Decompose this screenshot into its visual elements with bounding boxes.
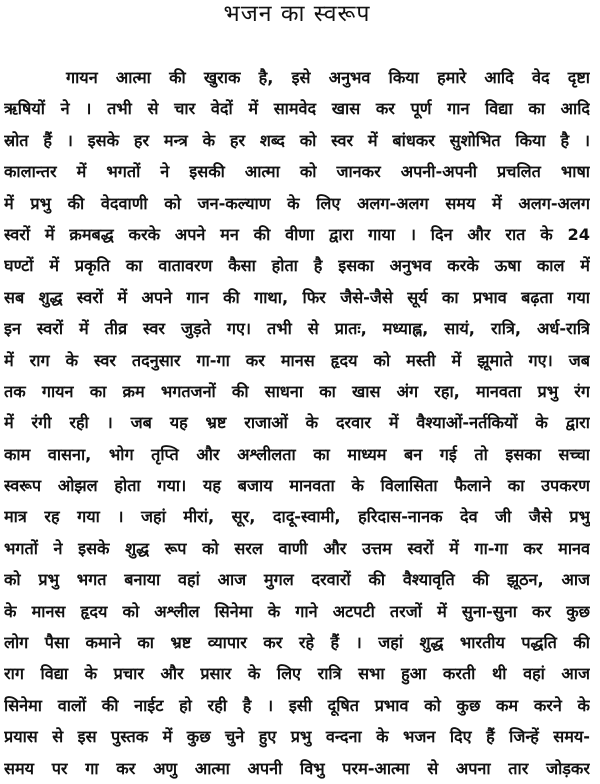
text-line-7: घण्टों में प्रकृति का वातावरण कैसा होता है इसका अनुभव करके ऊषा काल में (4, 256, 590, 276)
text-line-9: इन स्वरों में तीव्र स्वर जुड़ते गए। तभी से प्रातः, मध्याह्न, सायं, रात्रि, अर्ध-रात्रि (4, 319, 590, 339)
body-paragraph (4, 62, 590, 784)
text-line-21: सिनेमा वालों की नाईट हो रही है । इसी दूषित प्रभाव को कुछ कम करने के (4, 695, 590, 715)
text-line-12: में रंगी रही । जब यह भ्रष्ट राजाओं के दरवार में वैश्याओं-नर्तकियों के द्वारा (4, 413, 590, 433)
text-line-14: स्वरूप ओझल होता गया। यह बजाय मानवता के विलासिता फैलाने का उपकरण (4, 476, 590, 496)
text-line-17: को प्रभु भगत बनाया वहां आज मुगल दरवारों की वैश्यावृति की झूठन, आज (4, 570, 590, 590)
text-line-4: कालान्तर में भगतों ने इसकी आत्मा को जानकर अपनी-अपनी प्रचलित भाषा (4, 162, 590, 182)
text-line-6: स्वरों में क्रमबद्ध करके अपने मन की वीणा द्वारा गाया । दिन और रात के 24 (4, 224, 590, 244)
text-line-22: प्रयास से इस पुस्तक में कुछ चुने हुए प्रभु वन्दना के भजन दिए हैं जिन्हें समय- (4, 727, 590, 747)
text-line-2: ऋषियों ने । तभी से चार वेदों में सामवेद खास कर पूर्ण गान विद्या का आदि (4, 99, 590, 119)
text-line-10: में राग के स्वर तदनुसार गा-गा कर मानस हृदय को मस्ती में झूमाते गए। जब (4, 350, 590, 370)
text-line-20: राग विद्या के प्रचार और प्रसार के लिए रात्रि सभा हुआ करती थी वहां आज (4, 664, 590, 684)
text-line-19: लोग पैसा कमाने का भ्रष्ट व्यापार कर रहे हैं । जहां शुद्ध भारतीय पद्धति की (4, 633, 590, 653)
text-line-11: तक गायन का क्रम भगतजनों की साधना का खास अंग रहा, मानवता प्रभु रंग (4, 381, 590, 401)
text-line-5: में प्रभु की वेदवाणी को जन-कल्याण के लिए अलग-अलग समय में अलग-अलग (4, 193, 590, 213)
text-line-3: स्रोत हैं । इसके हर मन्त्र के हर शब्द को स्वर में बांधकर सुशोभित किया है । (4, 130, 590, 150)
text-line-16: भगतों ने इसके शुद्ध रूप को सरल वाणी और उत्तम स्वरों में गा-गा कर मानव (4, 538, 590, 558)
text-line-8: सब शुद्ध स्वरों में अपने गान की गाथा, फिर जैसे-जैसे सूर्य का प्रभाव बढ़ता गया (4, 287, 590, 307)
text-line-1: गायन आत्मा की खुराक है, इसे अनुभव किया हमारे आदि वेद दृष्टा (66, 68, 590, 87)
text-line-23: समय पर गा कर अणु आत्मा अपनी विभु परम-आत्मा से अपना तार जोड़कर (4, 758, 590, 778)
text-line-18: के मानस हृदय को अश्लील सिनेमा के गाने अटपटी तरजों में सुना-सुना कर कुछ (4, 601, 590, 621)
text-line-15: मात्र रह गया । जहां मीरां, सूर, दादू-स्वामी, हरिदास-नानक देव जी जैसे प्रभु (4, 507, 590, 527)
page-title: भजन का स्वरूप (223, 1, 371, 27)
text-line-13: काम वासना, भोग तृप्ति और अश्लीलता का माध्यम बन गई तो इसका सच्चा (4, 444, 590, 464)
